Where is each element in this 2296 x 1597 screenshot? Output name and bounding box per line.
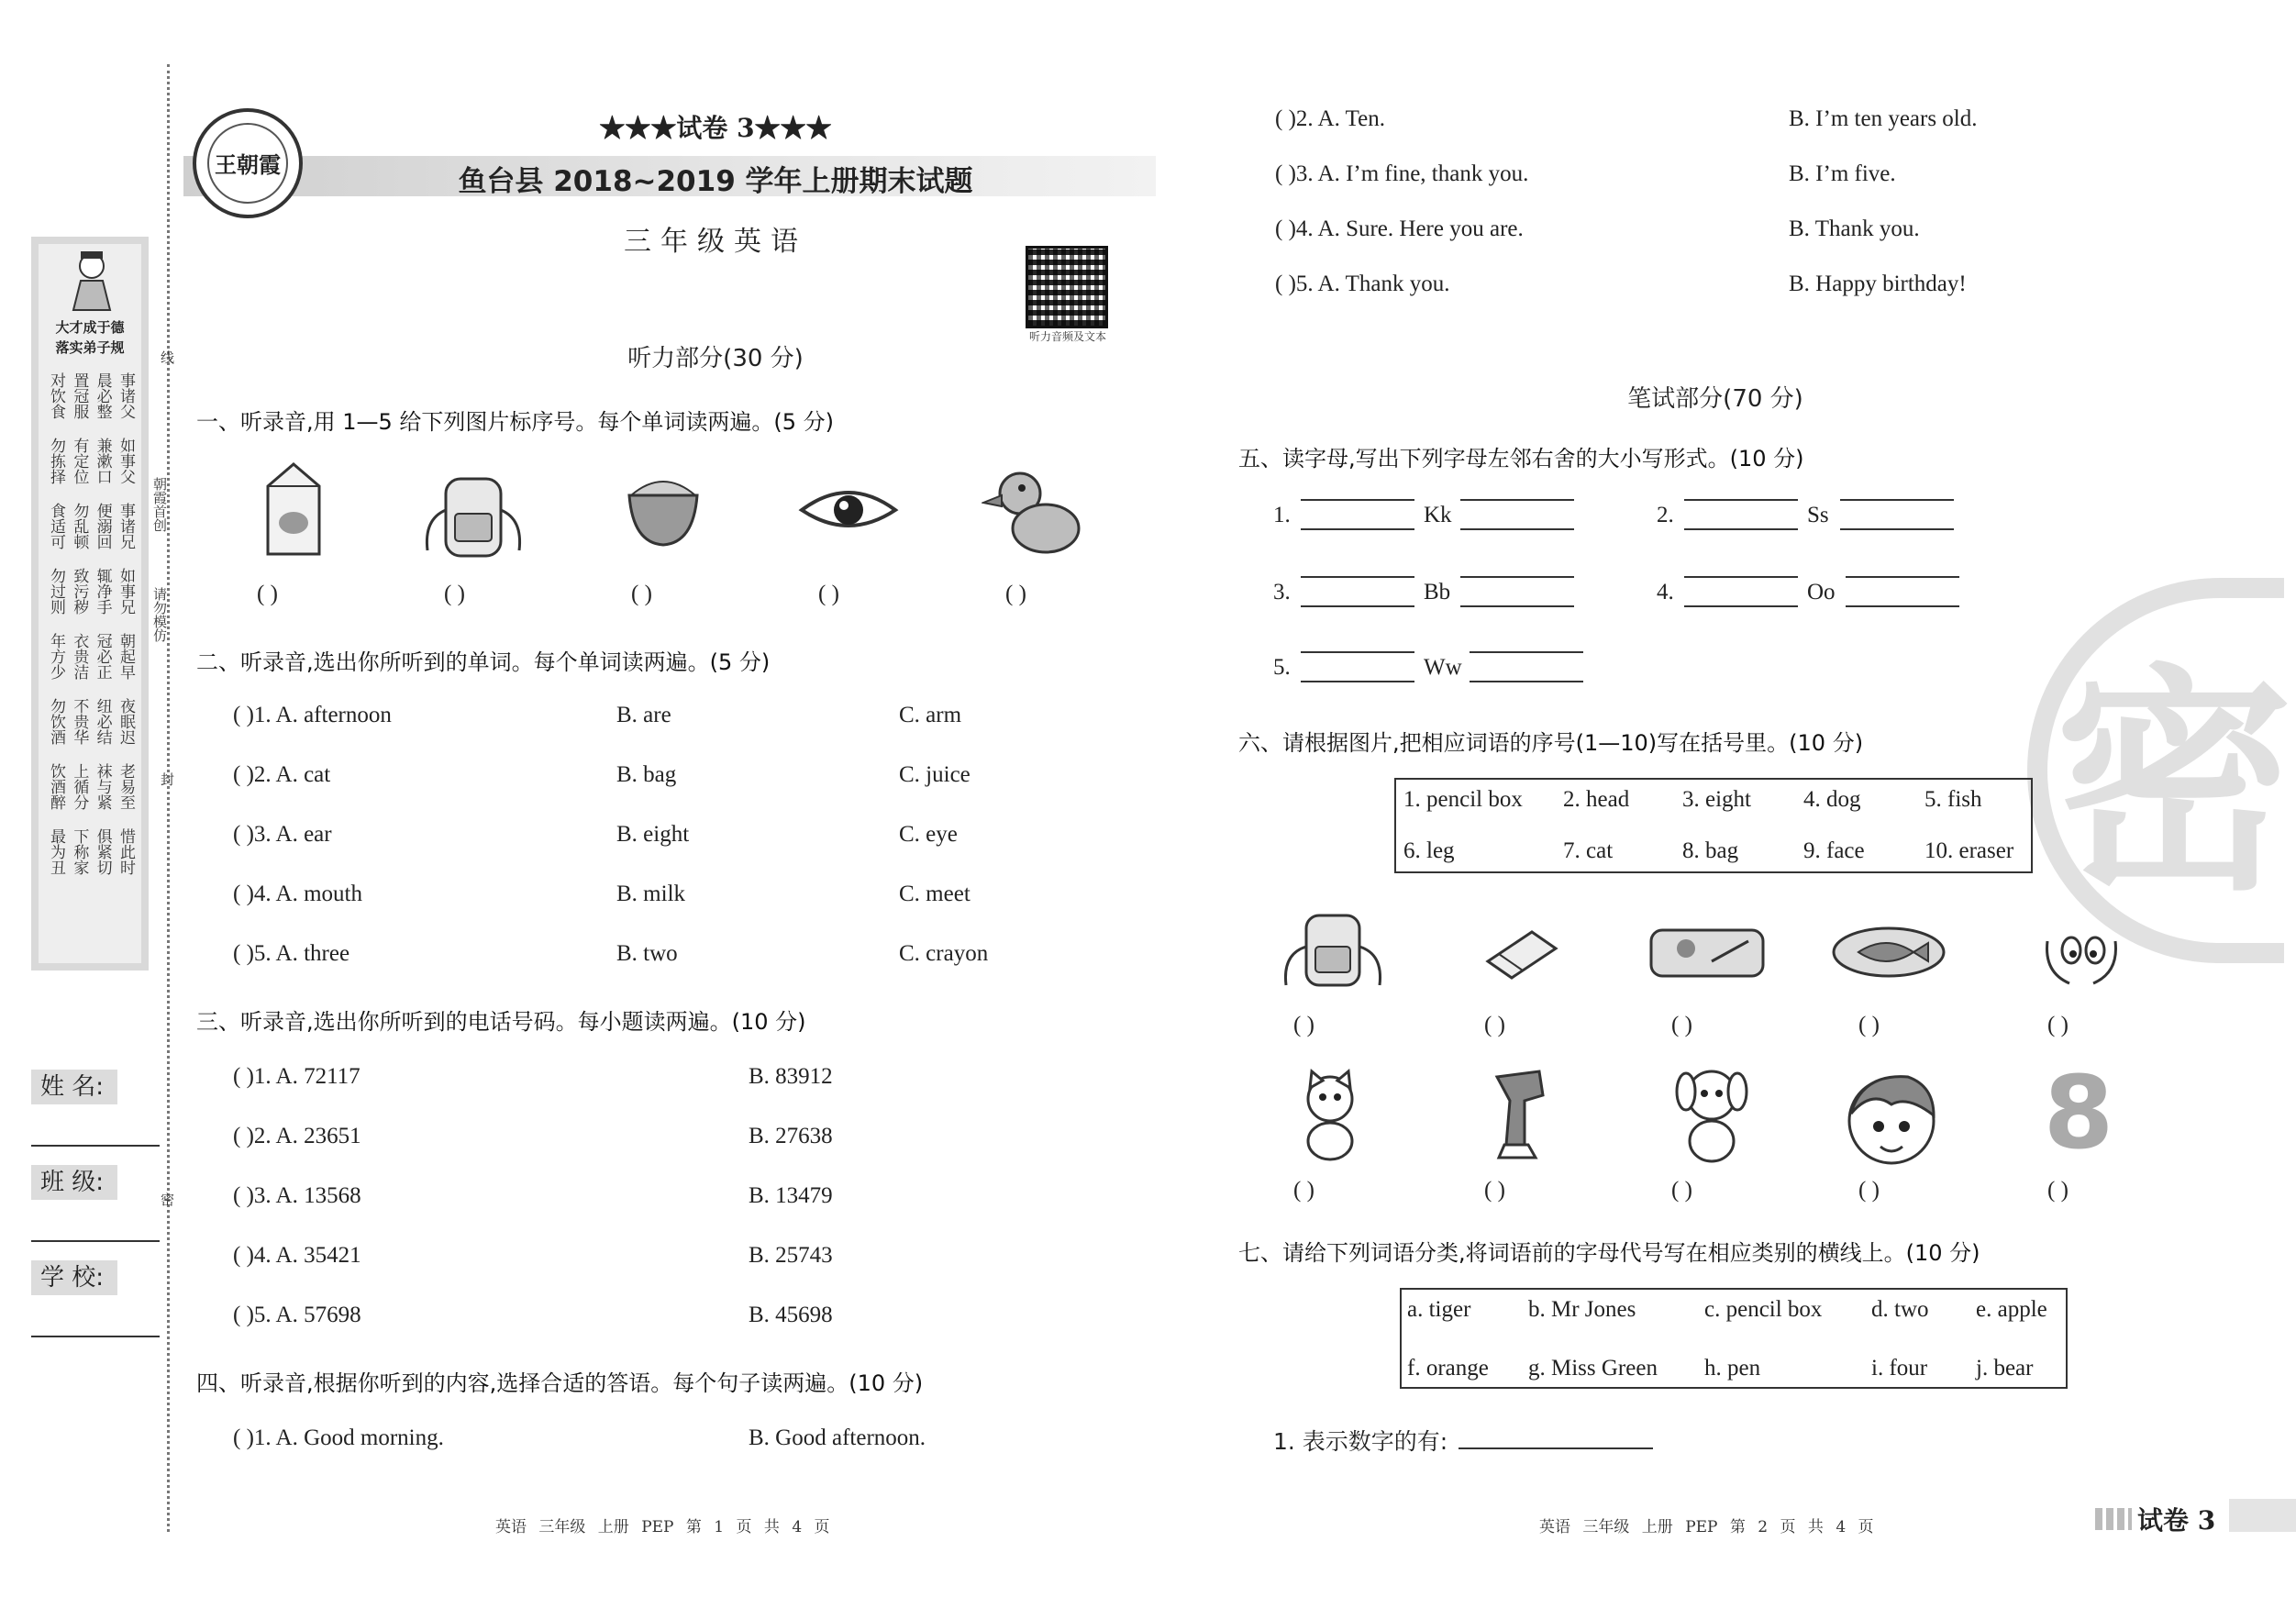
brand-logo-text: 王朝霞 [207, 123, 288, 204]
q2-item-2-a[interactable]: ( )2. A. cat [233, 762, 331, 787]
q1-answer-2[interactable]: ( ) [444, 582, 465, 606]
pencil-box-icon [1647, 925, 1767, 981]
q2-item-1-c[interactable]: C. arm [899, 703, 962, 727]
bag-icon [1277, 910, 1389, 991]
school-label: 学 校: [31, 1260, 117, 1295]
sidebar-verse-column: 饮酒醉 [47, 763, 65, 810]
motto-line-1: 大才成于德 [55, 319, 125, 336]
q5-item-1-letter: Kk [1424, 503, 1452, 527]
sidebar-verse-column: 对饮食 [47, 372, 65, 419]
q7-word-d: d. two [1871, 1297, 1929, 1322]
q5-item-5-num: 5. [1273, 655, 1291, 680]
sidebar-verse-column: 有定位 [70, 438, 89, 484]
confidential-stamp-glyph: 密 [2055, 646, 2293, 923]
q5-item-5-letter: Ww [1424, 655, 1462, 680]
q4-item-1-b[interactable]: B. Good afternoon. [749, 1425, 926, 1450]
q3-item-4-a[interactable]: ( )4. A. 35421 [233, 1243, 361, 1268]
q6-answer-4[interactable]: ( ) [1858, 1013, 1880, 1037]
sidebar-verse-column: 年方少 [47, 633, 65, 680]
q3-item-4-b[interactable]: B. 25743 [749, 1243, 833, 1268]
sidebar-verse-column: 晨必整 [93, 372, 112, 419]
bag-icon [418, 464, 528, 560]
q2-item-4-b[interactable]: B. milk [616, 882, 686, 906]
sidebar-verse-column: 食适可 [47, 503, 65, 549]
q7-word-b: b. Mr Jones [1528, 1297, 1636, 1322]
q3-item-1-b[interactable]: B. 83912 [749, 1064, 833, 1089]
sidebar-verse-column: 衣贵洁 [70, 633, 89, 680]
sidebar-verse-column: 兼漱口 [93, 438, 112, 484]
q3-item-3-b[interactable]: B. 13479 [749, 1183, 833, 1208]
q6-answer-6[interactable]: ( ) [1293, 1178, 1314, 1203]
sidebar-verse-column: 事诸兄 [116, 503, 135, 549]
sidebar-verse-column: 老易至 [116, 763, 135, 810]
q5-item-2-letter: Ss [1807, 503, 1829, 527]
q5-line[interactable] [1460, 605, 1574, 607]
sidebar-verse-column: 勿饮酒 [47, 698, 65, 745]
q5-line[interactable] [1684, 499, 1798, 501]
q5-line[interactable] [1301, 528, 1414, 530]
sidebar-verse-column: 勿拣择 [47, 438, 65, 484]
q1-answer-4[interactable]: ( ) [818, 582, 839, 606]
q5-line[interactable] [1460, 576, 1574, 578]
q3-item-2-b[interactable]: B. 27638 [749, 1124, 833, 1148]
q2-item-4-a[interactable]: ( )4. A. mouth [233, 882, 362, 906]
sidebar-verse-column: 最为丑 [47, 828, 65, 875]
sidebar-verse-column: 朝起早 [116, 633, 135, 680]
sidebar-verse-column: 下称家 [70, 828, 89, 875]
head-icon [1835, 1068, 1948, 1169]
q5-line[interactable] [1301, 605, 1414, 607]
q6-word-4: 4. dog [1803, 787, 1861, 812]
q3-item-5-b[interactable]: B. 45698 [749, 1303, 833, 1327]
q5-item-3-letter: Bb [1424, 580, 1451, 604]
q7-word-j: j. bear [1976, 1356, 2034, 1381]
eye-icon [798, 482, 899, 538]
corner-decoration [2095, 1508, 2132, 1530]
q6-word-6: 6. leg [1403, 838, 1455, 863]
q6-word-2: 2. head [1563, 787, 1630, 812]
q2-item-3-c[interactable]: C. eye [899, 822, 958, 847]
q5-line[interactable] [1840, 499, 1954, 501]
binding-fold-line [167, 64, 170, 1532]
sidebar-verse-group [48, 698, 136, 745]
q5-line[interactable] [1684, 576, 1798, 578]
duck-icon [982, 462, 1084, 560]
qr-code-icon[interactable] [1026, 246, 1108, 328]
q5-item-3-num: 3. [1273, 580, 1291, 604]
footer-page-2: 英语 三年级 上册 PEP 第 2 页 共 4 页 [1539, 1518, 1874, 1536]
q7-answer-line-1[interactable] [1459, 1447, 1653, 1449]
q2-item-5-b[interactable]: B. two [616, 941, 678, 966]
q5-line[interactable] [1301, 499, 1414, 501]
q2-item-1-b[interactable]: B. are [616, 703, 671, 727]
q6-answer-9[interactable]: ( ) [1858, 1178, 1880, 1203]
q3-item-3-a[interactable]: ( )3. A. 13568 [233, 1183, 361, 1208]
q5-line[interactable] [1470, 651, 1583, 653]
q6-answer-2[interactable]: ( ) [1484, 1013, 1505, 1037]
q5-line[interactable] [1301, 576, 1414, 578]
q5-line[interactable] [1684, 605, 1798, 607]
binding-mark-1: 线 [159, 350, 175, 364]
q2-item-1-a[interactable]: ( )1. A. afternoon [233, 703, 392, 727]
q2-item-2-c[interactable]: C. juice [899, 762, 971, 787]
sidebar-verse-column: 如事父 [116, 438, 135, 484]
corner-paper-label: 试卷 3 [2137, 1505, 2216, 1536]
sidebar-verse-column: 事诸父 [116, 372, 135, 419]
q3-item-5-a[interactable]: ( )5. A. 57698 [233, 1303, 361, 1327]
binding-mark-2: 封 [159, 772, 175, 786]
sidebar-verse-group [48, 372, 136, 419]
q6-word-7: 7. cat [1563, 838, 1614, 863]
q7-word-g: g. Miss Green [1528, 1356, 1658, 1381]
q6-answer-10[interactable]: ( ) [2047, 1178, 2069, 1203]
q5-line[interactable] [1840, 528, 1954, 530]
vertical-note-1: 朝霞首创 [151, 477, 168, 532]
q2-item-3-b[interactable]: B. eight [616, 822, 690, 847]
sidebar-verse-group [48, 763, 136, 810]
q4-item-2-a[interactable]: ( )2. A. Ten. [1275, 106, 1385, 131]
sidebar-verse-column: 勿过则 [47, 568, 65, 615]
name-label: 姓 名: [31, 1070, 117, 1104]
face-icon [2042, 923, 2121, 987]
sidebar-verse-column: 惜此时 [116, 828, 135, 875]
q4-item-4-a[interactable]: ( )4. A. Sure. Here you are. [1275, 216, 1524, 241]
sidebar-verse-column: 辄净手 [93, 568, 112, 615]
q2-item-5-a[interactable]: ( )5. A. three [233, 941, 350, 966]
vertical-note-2: 请勿模仿 [151, 587, 168, 642]
sidebar-verse-group [48, 503, 136, 549]
q5-item-4-letter: Oo [1807, 580, 1836, 604]
listening-title: 听力部分(30 分) [627, 345, 804, 372]
q5-line[interactable] [1846, 576, 1959, 578]
sidebar-verse-column: 置冠服 [70, 372, 89, 419]
q4-item-3-a[interactable]: ( )3. A. I’m fine, thank you. [1275, 161, 1529, 186]
sidebar-motto [40, 317, 139, 358]
q4-item-4-b[interactable]: B. Thank you. [1789, 216, 1920, 241]
q1-answer-1[interactable]: ( ) [257, 582, 278, 606]
q6-word-8: 8. bag [1682, 838, 1739, 863]
q5-line[interactable] [1470, 681, 1583, 682]
q4-heading: 四、听录音,根据你听到的内容,选择合适的答语。每个句子读两遍。(10 分) [196, 1370, 924, 1396]
q7-word-h: h. pen [1704, 1356, 1761, 1381]
sidebar-verse-group [48, 828, 136, 875]
q5-item-4-num: 4. [1657, 580, 1674, 604]
q6-word-3: 3. eight [1682, 787, 1751, 812]
q4-item-5-b[interactable]: B. Happy birthday! [1789, 272, 1967, 296]
q2-heading: 二、听录音,选出你所听到的单词。每个单词读两遍。(5 分) [196, 649, 771, 675]
q3-item-1-a[interactable]: ( )1. A. 72117 [233, 1064, 360, 1089]
milk-carton-icon [257, 459, 330, 560]
q1-answer-3[interactable]: ( ) [631, 582, 652, 606]
motto-line-2: 落实弟子规 [55, 339, 125, 356]
q7-prompt-1: 1. 表示数字的有: [1273, 1428, 1448, 1455]
paper-label: ★★★试卷 3★★★ [599, 113, 832, 143]
q7-word-i: i. four [1871, 1356, 1928, 1381]
leg-icon [1488, 1068, 1558, 1163]
school-field[interactable] [31, 1336, 160, 1337]
q6-word-1: 1. pencil box [1403, 787, 1523, 812]
q7-word-a: a. tiger [1407, 1297, 1471, 1322]
q6-answer-3[interactable]: ( ) [1671, 1013, 1692, 1037]
exam-title: 鱼台县 2018~2019 学年上册期末试题 [458, 165, 973, 198]
q2-item-5-c[interactable]: C. crayon [899, 941, 989, 966]
q6-answer-1[interactable]: ( ) [1293, 1013, 1314, 1037]
q1-heading: 一、听录音,用 1—5 给下列图片标序号。每个单词读两遍。(5 分) [196, 409, 835, 435]
rice-bowl-icon [624, 468, 703, 550]
binding-mark-3: 密 [159, 1192, 175, 1206]
sidebar-verse-column: 上循分 [70, 763, 89, 810]
q6-heading: 六、请根据图片,把相应词语的序号(1—10)写在括号里。(10 分) [1238, 730, 1864, 756]
q5-line[interactable] [1684, 528, 1798, 530]
q2-item-2-b[interactable]: B. bag [616, 762, 677, 787]
q1-answer-5[interactable]: ( ) [1005, 582, 1026, 606]
q4-item-3-b[interactable]: B. I’m five. [1789, 161, 1896, 186]
q6-answer-5[interactable]: ( ) [2047, 1013, 2069, 1037]
q5-line[interactable] [1301, 651, 1414, 653]
fish-plate-icon [1831, 925, 1947, 980]
footer-page-1: 英语 三年级 上册 PEP 第 1 页 共 4 页 [495, 1518, 830, 1536]
writing-title: 笔试部分(70 分) [1627, 385, 1803, 413]
eraser-icon [1482, 926, 1559, 981]
q6-word-9: 9. face [1803, 838, 1865, 863]
subject-title: 三年级英语 [624, 226, 807, 258]
q6-word-5: 5. fish [1924, 787, 1982, 812]
q4-item-1-a[interactable]: ( )1. A. Good morning. [233, 1425, 444, 1450]
q6-answer-8[interactable]: ( ) [1671, 1178, 1692, 1203]
sidebar-verse-column: 俱紧切 [93, 828, 112, 875]
q5-item-2-num: 2. [1657, 503, 1674, 527]
eight-icon: 8 [2043, 1054, 2114, 1171]
q5-line[interactable] [1846, 605, 1959, 607]
sidebar-verse-column: 致污秽 [70, 568, 89, 615]
q2-item-3-a[interactable]: ( )3. A. ear [233, 822, 332, 847]
q5-item-1-num: 1. [1273, 503, 1291, 527]
sidebar-verse-group [48, 568, 136, 615]
q5-line[interactable] [1460, 528, 1574, 530]
dog-icon [1666, 1064, 1754, 1165]
corner-band [2229, 1499, 2296, 1532]
qr-caption: 听力音频及文本 [1028, 330, 1106, 343]
q4-item-2-b[interactable]: B. I’m ten years old. [1789, 106, 1978, 131]
sidebar-verse-group [48, 633, 136, 680]
sidebar-verse-column: 袜与紧 [93, 763, 112, 810]
sidebar-verse-column: 冠必正 [93, 633, 112, 680]
q3-heading: 三、听录音,选出你所听到的电话号码。每小题读两遍。(10 分) [196, 1009, 806, 1035]
sidebar-verse-column: 纽必结 [93, 698, 112, 745]
q4-item-5-a[interactable]: ( )5. A. Thank you. [1275, 272, 1450, 296]
q3-item-2-a[interactable]: ( )2. A. 23651 [233, 1124, 361, 1148]
q5-heading: 五、读字母,写出下列字母左邻右舍的大小写形式。(10 分) [1238, 446, 1804, 471]
sidebar-verses [48, 372, 136, 893]
scholar-illustration-icon [64, 248, 119, 312]
class-field[interactable] [31, 1240, 160, 1242]
q2-item-4-c[interactable]: C. meet [899, 882, 971, 906]
q7-word-f: f. orange [1407, 1356, 1489, 1381]
q5-line[interactable] [1460, 499, 1574, 501]
sidebar-verse-column: 夜眠迟 [116, 698, 135, 745]
q6-word-10: 10. eraser [1924, 838, 2014, 863]
sidebar-verse-column: 勿乱顿 [70, 503, 89, 549]
cat-icon [1293, 1068, 1369, 1163]
sidebar-verse-column: 便溺回 [93, 503, 112, 549]
sidebar-verse-column: 不贵华 [70, 698, 89, 745]
sidebar-verse-group [48, 438, 136, 484]
q5-line[interactable] [1301, 681, 1414, 682]
q7-word-e: e. apple [1976, 1297, 2047, 1322]
q6-answer-7[interactable]: ( ) [1484, 1178, 1505, 1203]
name-field[interactable] [31, 1145, 160, 1147]
q7-word-c: c. pencil box [1704, 1297, 1823, 1322]
class-label: 班 级: [31, 1165, 117, 1200]
q7-heading: 七、请给下列词语分类,将词语前的字母代号写在相应类别的横线上。(10 分) [1238, 1240, 1980, 1266]
sidebar-verse-column: 如事兄 [116, 568, 135, 615]
